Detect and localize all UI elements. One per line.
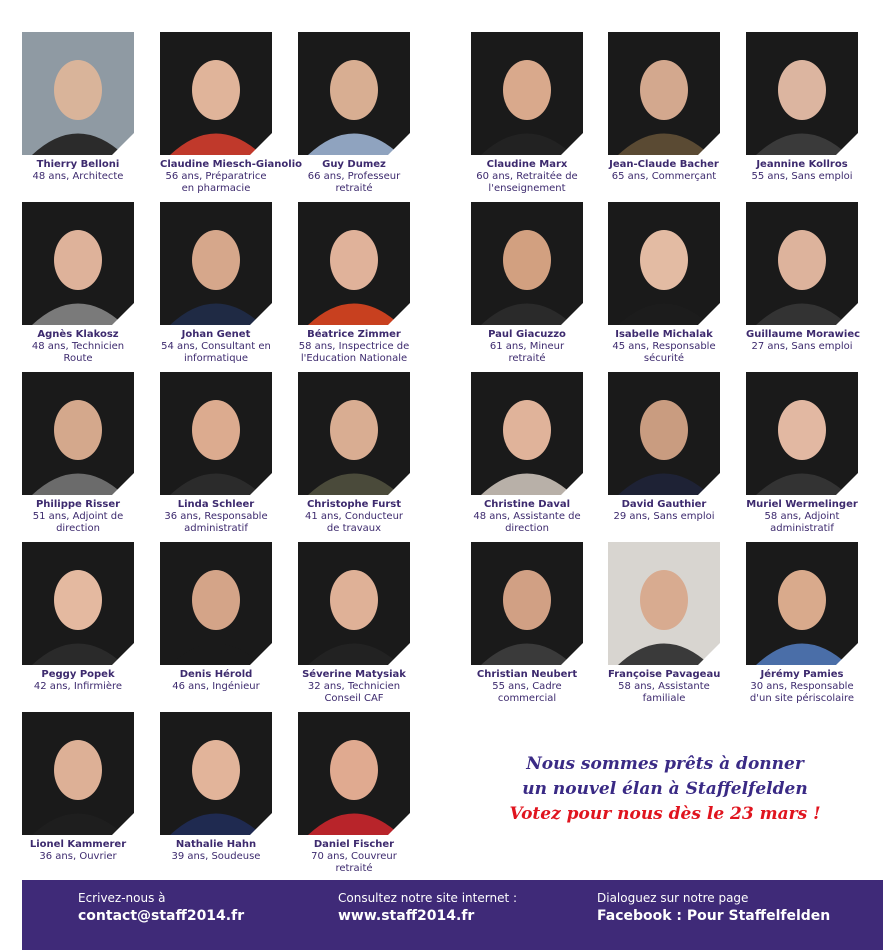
candidate-desc: 61 ans, Mineur retraité [489, 341, 565, 364]
candidate-name: Denis Hérold [179, 669, 253, 680]
candidate-photo [746, 202, 858, 325]
candidate-card [22, 712, 134, 863]
candidate-desc: 48 ans, Technicien Route [31, 341, 125, 364]
candidate-card [608, 32, 720, 183]
candidate-card [608, 202, 720, 365]
candidate-card [22, 542, 134, 693]
candidate-photo [160, 32, 272, 155]
candidate-desc: 51 ans, Adjoint de direction [32, 511, 124, 534]
candidate-desc: 55 ans, Cadre commercial [492, 681, 562, 704]
candidate-name: Philippe Risser [35, 499, 121, 510]
candidate-photo [22, 712, 134, 835]
candidate-desc: 46 ans, Ingénieur [172, 681, 260, 692]
candidate-desc: 36 ans, Responsable administratif [164, 511, 268, 534]
candidate-card [160, 712, 272, 863]
candidate-name: Peggy Popek [41, 669, 115, 680]
candidate-card [471, 202, 583, 365]
candidate-card [471, 372, 583, 535]
candidate-name: Thierry Belloni [36, 159, 120, 170]
candidate-name: Christine Daval [483, 499, 571, 510]
candidate-name: Muriel Wermelinger [746, 499, 858, 510]
candidate-desc: 29 ans, Sans emploi [613, 511, 715, 522]
candidate-photo [608, 372, 720, 495]
candidate-desc: 45 ans, Responsable sécurité [612, 341, 716, 364]
candidate-photo [746, 542, 858, 665]
candidate-card [22, 372, 134, 535]
candidate-desc: 48 ans, Architecte [32, 171, 124, 182]
candidate-card [22, 32, 134, 183]
candidate-name: Johan Genet [181, 329, 251, 340]
candidate-name: Jean-Claude Bacher [609, 159, 719, 170]
candidate-card [608, 372, 720, 523]
candidate-name: Lionel Kammerer [29, 839, 127, 850]
candidate-desc: 58 ans, Assistante familiale [618, 681, 710, 704]
candidate-photo [22, 202, 134, 325]
candidate-name: Guy Dumez [322, 159, 386, 170]
candidate-photo [608, 32, 720, 155]
candidate-desc: 56 ans, Préparatrice en pharmacie [165, 171, 267, 194]
slogan-line-1: Nous sommes prêts à donner [526, 754, 804, 774]
candidate-photo [160, 372, 272, 495]
candidate-photo [298, 32, 410, 155]
candidate-card [471, 32, 583, 195]
candidate-card [298, 202, 410, 365]
candidate-name: Linda Schleer [177, 499, 255, 510]
candidate-photo [298, 712, 410, 835]
candidate-photo [160, 542, 272, 665]
footer-facebook [597, 890, 830, 926]
candidate-desc: 54 ans, Consultant en informatique [161, 341, 271, 364]
candidate-desc: 42 ans, Infirmière [33, 681, 123, 692]
candidate-photo [746, 32, 858, 155]
candidate-card [160, 202, 272, 365]
candidate-name: Christian Neubert [476, 669, 578, 680]
candidate-card [160, 32, 303, 195]
candidate-name: Daniel Fischer [313, 839, 395, 850]
footer-facebook-link[interactable]: Facebook : Pour Staffelfelden [597, 908, 831, 924]
footer-site [338, 890, 517, 926]
candidate-desc: 70 ans, Couvreur retraité [311, 851, 397, 874]
slogan-line-3: Votez pour nous dès le 23 mars ! [509, 804, 821, 824]
candidate-desc: 58 ans, Adjoint administratif [764, 511, 840, 534]
candidate-desc: 65 ans, Commerçant [611, 171, 717, 182]
candidate-card [746, 32, 858, 183]
candidate-name: Nathalie Hahn [175, 839, 257, 850]
candidate-photo [471, 372, 583, 495]
footer-email-label: Ecrivez-nous à [78, 891, 166, 905]
candidate-desc: 55 ans, Sans emploi [751, 171, 853, 182]
candidate-card [746, 202, 861, 353]
candidate-card [298, 32, 410, 195]
candidate-photo [22, 372, 134, 495]
candidate-photo [298, 372, 410, 495]
footer-facebook-label: Dialoguez sur notre page [597, 891, 749, 905]
candidate-name: Jeannine Kollros [756, 159, 848, 170]
candidate-desc: 30 ans, Responsable d'un site périscolaire [749, 681, 855, 704]
candidate-desc: 66 ans, Professeur retraité [307, 171, 401, 194]
candidate-photo [608, 202, 720, 325]
candidate-name: Isabelle Michalak [615, 329, 713, 340]
footer-email [78, 890, 244, 926]
candidate-photo [22, 542, 134, 665]
candidate-desc: 36 ans, Ouvrier [39, 851, 117, 862]
candidate-photo [608, 542, 720, 665]
candidate-card [160, 542, 272, 693]
candidate-name: Béatrice Zimmer [307, 329, 401, 340]
candidate-name: Paul Giacuzzo [488, 329, 566, 340]
candidate-card [746, 542, 858, 705]
candidate-desc: 39 ans, Soudeuse [171, 851, 261, 862]
candidate-name: Jérémy Pamies [760, 669, 844, 680]
footer-email-link[interactable]: contact@staff2014.fr [78, 908, 245, 924]
candidate-card [298, 542, 410, 705]
candidate-photo [298, 202, 410, 325]
candidate-card [746, 372, 858, 535]
candidate-photo [746, 372, 858, 495]
candidate-desc: 48 ans, Assistante de direction [473, 511, 581, 534]
candidate-name: Séverine Matysiak [302, 669, 406, 680]
candidate-name: Guillaume Morawiec [746, 329, 861, 340]
candidate-name: Françoise Pavageau [608, 669, 721, 680]
candidate-photo [298, 542, 410, 665]
candidate-photo [160, 712, 272, 835]
candidate-photo [471, 202, 583, 325]
candidate-desc: 27 ans, Sans emploi [751, 341, 853, 352]
candidate-photo [471, 542, 583, 665]
candidate-desc: 60 ans, Retraitée de l'enseignement [476, 171, 578, 194]
footer-site-label: Consultez notre site internet : [338, 891, 518, 905]
footer-site-link[interactable]: www.staff2014.fr [338, 908, 475, 924]
slogan-line-2: un nouvel élan à Staffelfelden [522, 779, 808, 799]
candidate-desc: 32 ans, Technicien Conseil CAF [307, 681, 401, 704]
candidate-card [22, 202, 134, 365]
candidate-photo [471, 32, 583, 155]
candidate-photo [160, 202, 272, 325]
candidate-name: Claudine Marx [486, 159, 568, 170]
candidate-name: Agnès Klakosz [37, 329, 119, 340]
candidate-card [298, 372, 410, 535]
candidate-card [471, 542, 583, 705]
candidate-desc: 41 ans, Conducteur de travaux [304, 511, 404, 534]
candidate-name: Claudine Miesch-Gianolio [160, 159, 303, 170]
footer-bar [22, 880, 883, 950]
candidate-card [298, 712, 410, 875]
candidate-name: David Gauthier [621, 499, 707, 510]
candidate-card [160, 372, 272, 535]
candidate-desc: 58 ans, Inspectrice de l'Education Nationale [298, 341, 410, 364]
candidate-name: Christophe Furst [306, 499, 402, 510]
candidate-card [608, 542, 720, 705]
candidate-photo [22, 32, 134, 155]
slogan [470, 752, 860, 827]
